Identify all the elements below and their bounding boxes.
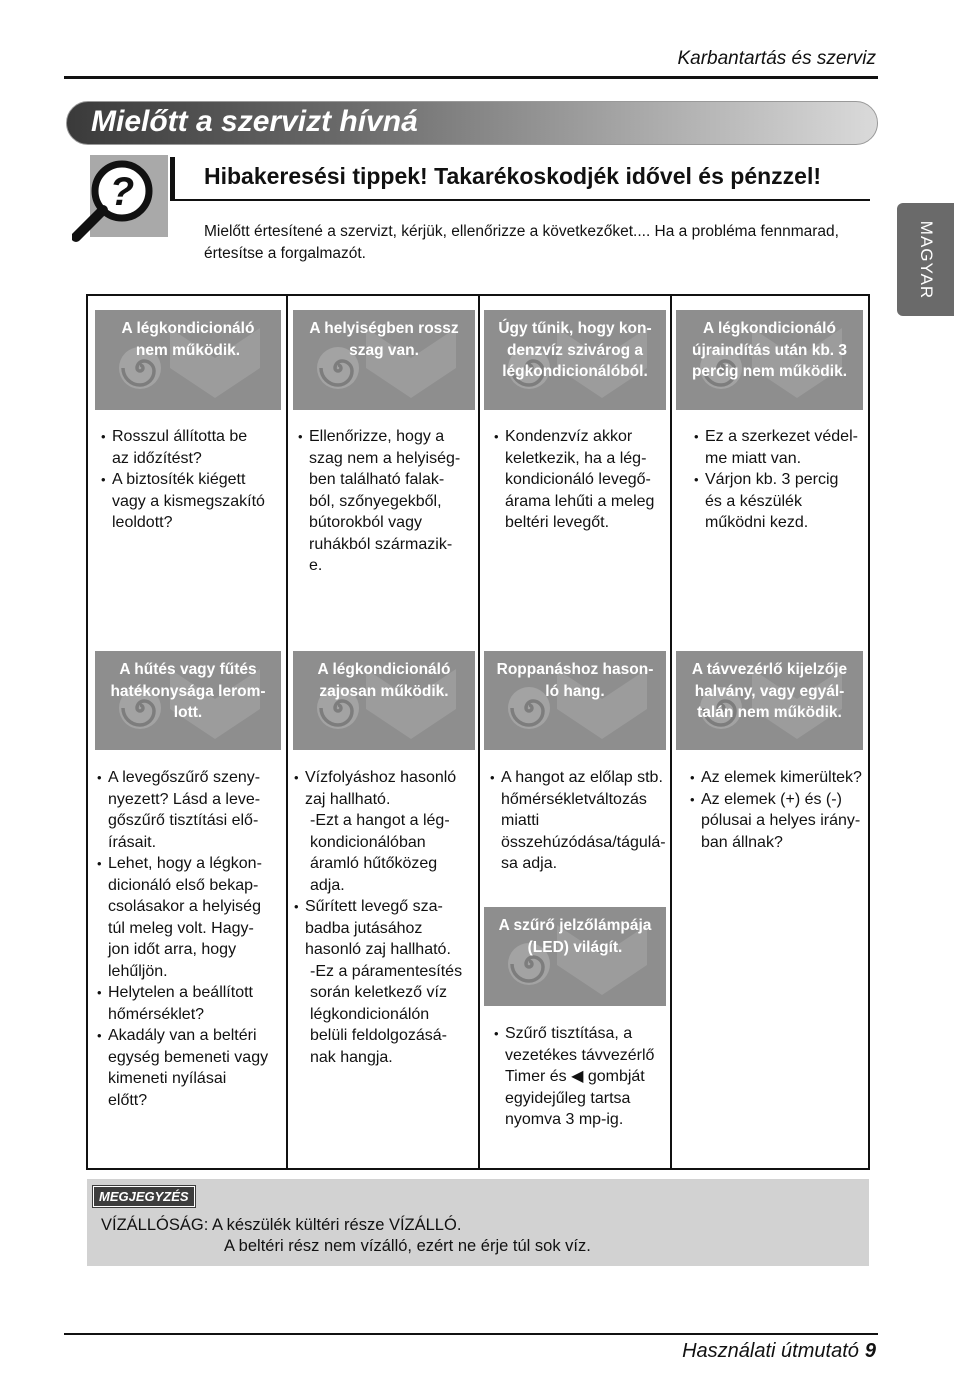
problem-box: [293, 310, 475, 410]
problem-title-line: (LED) világít.: [527, 938, 623, 956]
problem-title-line: A légkondicionáló: [703, 320, 836, 337]
solution-line: adja.: [310, 876, 345, 894]
solution-list: [298, 426, 478, 577]
solution-line: nak hangja.: [310, 1048, 393, 1066]
language-tab-label: MAGYAR: [916, 220, 936, 299]
solution-line: kimeneti nyílásai: [108, 1070, 227, 1087]
solution-item: [490, 767, 668, 875]
problem-box: [95, 310, 281, 410]
solution-line: pólusai a helyes irány-: [701, 812, 861, 829]
problem-title-line: nem működik.: [135, 341, 241, 359]
solution-list: [101, 426, 279, 534]
solution-line: • Várjon kb. 3 percig: [705, 471, 839, 488]
solution-item: [294, 767, 480, 810]
page-title: Mielőtt a szervizt hívná: [91, 105, 418, 138]
problem-title-line: Úgy tűnik, hogy kon-: [498, 320, 652, 337]
solution-line: • Akadály van a beltéri: [108, 1027, 257, 1044]
solution-line: ruhákból származik-: [309, 535, 453, 553]
solution-line: jon időt arra, hogy: [108, 941, 237, 958]
intro-line: értesítse a forgalmazót.: [204, 245, 366, 262]
solution-list: [494, 1023, 666, 1131]
solution-line: • Vízfolyáshoz hasonló: [305, 769, 457, 786]
solution-line: • Rosszul állította be: [112, 428, 248, 445]
solution-item: [694, 469, 869, 534]
problem-title-line: halvány, vagy egyál-: [694, 682, 845, 700]
solution-line: során keletkező víz: [310, 984, 447, 1001]
solution-line: kondicionálóban: [310, 833, 426, 851]
solution-item: [494, 426, 666, 534]
problem-title-line: denzvíz szivárog a: [506, 341, 644, 359]
solution-line: előtt?: [108, 1091, 148, 1109]
solution-line: összehúzódása/tágulá-: [501, 833, 666, 851]
solution-line: gőszűrő tisztítási elő-: [108, 812, 259, 829]
column-divider: [670, 294, 672, 1170]
solution-list: [490, 767, 668, 875]
solution-line: ban állnak?: [701, 833, 783, 851]
solution-line: írásait.: [108, 833, 157, 851]
solution-line: miatti: [501, 812, 540, 829]
solution-subitem: [294, 810, 480, 896]
solution-line: • Ellenőrizze, hogy a: [309, 428, 445, 445]
solution-line: légkondicionálón: [310, 1005, 430, 1023]
solution-line: egyidejűleg tartsa: [505, 1089, 631, 1107]
solution-item: [97, 767, 281, 853]
solution-line: • Ez a szerkezet védel-: [705, 428, 858, 445]
problem-title-line: A légkondicionáló: [121, 320, 255, 337]
solution-line: sa adja.: [501, 855, 558, 872]
problem-title-line: hatékonysága lerom-: [110, 682, 266, 700]
problem-box: [484, 651, 666, 750]
column-divider: [286, 294, 288, 1170]
solution-line: • Helytelen a beállított: [108, 984, 253, 1001]
solution-line: -Ezt a hangot a lég-: [310, 812, 450, 829]
solution-line: lehűljön.: [108, 962, 168, 980]
problem-box: [95, 651, 281, 750]
intro-line: Mielőtt értesítené a szervizt, kérjük, ellenőrizze a következőket.... Ha a probléma fennmarad,: [204, 223, 839, 240]
solution-line: • Kondenzvíz akkor: [505, 428, 633, 445]
solution-line: az időzítést?: [112, 449, 202, 467]
solution-line: működni kezd.: [705, 514, 809, 531]
solution-line: nyezett? Lásd a leve-: [108, 790, 261, 808]
solution-line: • Sűrített levegő sza-: [305, 898, 443, 915]
problem-title-line: Roppanáshoz hason-: [496, 661, 654, 678]
problem-title: [484, 659, 666, 702]
footer: [682, 1340, 876, 1363]
solution-line: beltéri levegőt.: [505, 514, 610, 531]
solution-line: me miatt van.: [705, 449, 802, 467]
tips-title-bar: [170, 157, 175, 199]
solution-line: leoldott?: [112, 514, 173, 531]
solution-line: zaj hallható.: [305, 790, 391, 808]
solution-line: ben található falak-: [309, 471, 445, 488]
solution-line: • Lehet, hogy a légkon-: [108, 855, 262, 872]
solution-list: [690, 767, 871, 853]
solution-item: [97, 982, 281, 1025]
problem-title-line: ló hang.: [545, 682, 605, 700]
solution-line: bútorokból vagy: [309, 514, 422, 531]
solution-list: [494, 426, 666, 534]
title-banner: [66, 101, 878, 145]
problem-title-line: A távvezérlő kijelzője: [691, 661, 848, 678]
problem-box: [484, 310, 666, 410]
problem-title: [95, 659, 281, 724]
solution-item: [690, 767, 871, 789]
solution-line: badba jutásához: [305, 919, 423, 937]
problem-box: [676, 310, 863, 410]
solution-line: áramló hűtőközeg: [310, 855, 438, 872]
solution-list: [694, 426, 869, 534]
solution-line: hőmérsékletváltozás: [501, 790, 647, 808]
solution-item: [101, 469, 279, 534]
problem-title-line: percig nem működik.: [691, 363, 848, 380]
problem-title-line: A légkondicionáló: [317, 661, 451, 678]
footer-label: Használati útmutató: [682, 1340, 859, 1362]
solution-line: és a készülék: [705, 492, 802, 510]
solution-line: • Szűrő tisztítása, a: [505, 1025, 633, 1042]
solution-item: [690, 789, 871, 854]
solution-list: [294, 767, 480, 1068]
solution-item: [298, 426, 478, 577]
note-box: [87, 1179, 869, 1266]
solution-line: szag nem a helyiség-: [309, 449, 461, 467]
solution-line: belüli feldolgozásá-: [310, 1027, 447, 1044]
solution-line: túl meleg volt. Hagy-: [108, 919, 254, 937]
problem-title-line: zajosan működik.: [319, 682, 449, 700]
problem-title-line: talán nem működik.: [697, 704, 842, 721]
page-number: 9: [864, 1340, 876, 1362]
solution-line: árama lehűti a meleg: [505, 492, 655, 510]
problem-title-line: A hűtés vagy fűtés: [119, 661, 257, 678]
problem-title: [484, 318, 666, 383]
solution-line: csolásakor a helyiség: [108, 898, 261, 915]
solution-line: • A biztosíték kiégett: [112, 471, 246, 488]
solution-subitem: [294, 961, 480, 1069]
solution-item: [97, 853, 281, 982]
solution-item: [101, 426, 279, 469]
solution-line: • Az elemek (+) és (-): [701, 790, 842, 808]
problem-title: [676, 318, 863, 383]
problem-title-line: A helyiségben rossz: [309, 320, 459, 337]
solution-line: • A levegőszűrő szeny-: [108, 769, 261, 786]
magnifier-question-icon: [72, 155, 168, 243]
solution-item: [494, 1023, 666, 1131]
solution-line: egység bemeneti vagy: [108, 1048, 269, 1066]
solution-line: vezetékes távvezérlő: [505, 1046, 655, 1064]
solution-list: [97, 767, 281, 1111]
solution-line: nyomva 3 mp-ig.: [505, 1111, 624, 1128]
tips-title-rule: [170, 199, 870, 201]
svg-text:?: ?: [109, 170, 135, 214]
header-rule: [64, 76, 878, 79]
problem-box: [484, 907, 666, 1006]
note-badge: MEGJEGYZÉS: [93, 1186, 195, 1207]
solution-line: -Ez a páramentesítés: [310, 962, 463, 980]
problem-box: [293, 651, 475, 750]
problem-title-line: A szűrő jelzőlámpája: [498, 917, 652, 934]
solution-line: • A hangot az előlap stb.: [501, 769, 663, 786]
problem-title: [676, 659, 863, 724]
footer-rule: [64, 1333, 878, 1335]
problem-title-line: lott.: [173, 704, 203, 721]
solution-line: hasonló zaj hallható.: [305, 941, 451, 958]
solution-line: Timer és ◀ gombját: [505, 1068, 645, 1085]
problem-title: [95, 318, 281, 361]
problem-title: [293, 659, 475, 702]
problem-title-line: újraindítás után kb. 3: [691, 341, 848, 359]
solution-line: e.: [309, 557, 323, 574]
problem-box: [676, 651, 863, 750]
solution-line: • Az elemek kimerültek?: [701, 769, 862, 786]
intro-text: [204, 221, 874, 265]
problem-title: [484, 915, 666, 958]
solution-line: ból, szőnyegekből,: [309, 492, 442, 510]
solution-line: keletkezik, ha a lég-: [505, 449, 647, 467]
solution-line: vagy a kismegszakító: [112, 492, 265, 510]
problem-title: [293, 318, 475, 361]
language-tab: [897, 203, 954, 316]
solution-line: dicionáló első bekap-: [108, 876, 259, 894]
solution-item: [694, 426, 869, 469]
tips-title: Hibakeresési tippek! Takarékoskodjék idővel és pénzzel!: [204, 163, 822, 189]
note-line: VÍZÁLLÓSÁG: A készülék kültéri része VÍZÁLLÓ.: [101, 1216, 462, 1234]
solution-item: [294, 896, 480, 961]
problem-title-line: szag van.: [349, 341, 419, 359]
solution-item: [97, 1025, 281, 1111]
solution-line: hőmérséklet?: [108, 1005, 205, 1023]
problem-title-line: légkondicionálóból.: [502, 363, 648, 380]
note-line: A beltéri rész nem vízálló, ezért ne érje túl sok víz.: [224, 1237, 591, 1255]
solution-line: kondicionáló levegő-: [505, 471, 651, 488]
section-header: Karbantartás és szerviz: [677, 48, 876, 69]
